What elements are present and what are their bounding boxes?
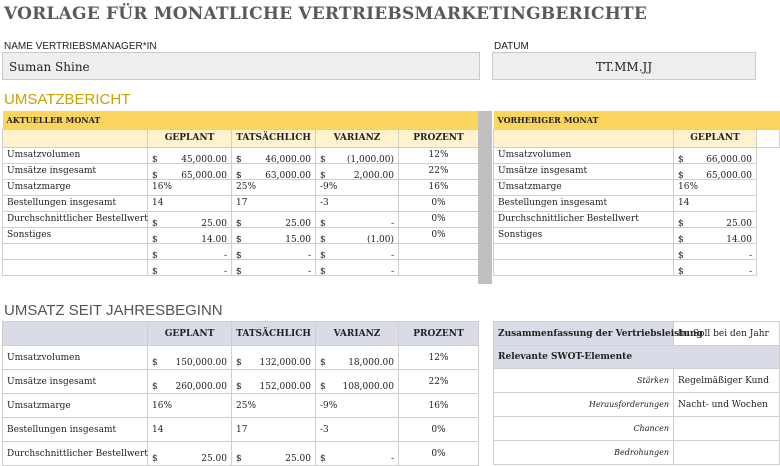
table-row — [3, 195, 479, 211]
tatsaechlich-cell[interactable] — [232, 243, 316, 259]
umsatzbericht-title: UMSATZBERICHT — [4, 91, 131, 108]
prozent-cell[interactable]: 12% — [399, 346, 479, 370]
table-row — [3, 179, 479, 195]
row-label — [3, 243, 148, 259]
varianz-cell[interactable] — [316, 243, 399, 259]
prozent-cell[interactable]: 0% — [399, 195, 479, 211]
currency-symbol: $ — [152, 453, 158, 464]
table-row — [3, 346, 479, 370]
row-label: Umsatzvolumen — [3, 346, 148, 370]
table-row — [494, 243, 780, 259]
varianz-cell[interactable]: -9% — [316, 179, 399, 195]
ytd-table — [2, 321, 479, 466]
cell-value: 2,000.00 — [353, 171, 394, 181]
manager-field[interactable]: Suman Shine — [2, 52, 480, 80]
geplant-cell[interactable] — [148, 163, 232, 179]
geplant-cell[interactable] — [148, 227, 232, 243]
prev-geplant-cell[interactable] — [674, 259, 757, 275]
cell-value: 152,000.00 — [259, 381, 311, 392]
swot-row — [494, 417, 780, 441]
cell-value: - — [223, 251, 227, 261]
prev-geplant-cell[interactable] — [674, 147, 757, 163]
varianz-cell[interactable]: -3 — [316, 418, 399, 442]
currency-symbol: $ — [236, 381, 242, 392]
ytd-col-geplant: GEPLANT — [148, 322, 232, 346]
currency-symbol: $ — [320, 171, 326, 181]
geplant-cell[interactable]: 16% — [148, 179, 232, 195]
swot-value[interactable] — [674, 441, 780, 465]
prev-geplant-cell[interactable] — [674, 243, 757, 259]
cell-value: - — [390, 251, 394, 261]
empty-cell — [757, 211, 780, 227]
table-row — [3, 442, 479, 466]
currency-symbol: $ — [320, 453, 326, 464]
cell-value: - — [390, 453, 394, 464]
cell-value: 14.00 — [201, 235, 227, 245]
col-tatsaechlich: TATSÄCHLICH — [232, 129, 316, 147]
cell-value: 25.00 — [201, 453, 227, 464]
cell-value: (1.00) — [366, 235, 394, 245]
table-row — [3, 163, 479, 179]
geplant-cell[interactable] — [148, 211, 232, 227]
currency-symbol: $ — [320, 267, 326, 277]
row-label: Bestellungen insgesamt — [3, 418, 148, 442]
currency-symbol: $ — [152, 251, 158, 261]
tatsaechlich-cell[interactable] — [232, 211, 316, 227]
ytd-title: UMSATZ SEIT JAHRESBEGINN — [4, 302, 223, 319]
row-label: Umsätze insgesamt — [3, 163, 148, 179]
cell-value: 66,000.00 — [706, 155, 752, 165]
cell-value: - — [390, 267, 394, 277]
date-label: DATUM — [494, 41, 529, 52]
geplant-cell[interactable]: 14 — [148, 418, 232, 442]
ytd-col-tatsaechlich: TATSÄCHLICH — [232, 322, 316, 346]
swot-row — [494, 369, 780, 393]
summary-table — [493, 321, 780, 465]
prev-col-geplant: GEPLANT — [674, 129, 757, 147]
currency-symbol: $ — [320, 219, 326, 229]
empty-cell — [757, 179, 780, 195]
grey-separator — [478, 111, 492, 284]
cell-value: 108,000.00 — [342, 381, 394, 392]
varianz-cell[interactable]: -9% — [316, 394, 399, 418]
table-row — [494, 179, 780, 195]
geplant-cell[interactable] — [148, 147, 232, 163]
cell-value: 65,000.00 — [706, 171, 752, 181]
cell-value: (1,000.00) — [346, 155, 394, 165]
row-label: Umsatzmarge — [494, 179, 674, 195]
prozent-cell[interactable]: 22% — [399, 163, 479, 179]
prozent-cell[interactable]: 22% — [399, 370, 479, 394]
cell-value: - — [223, 267, 227, 277]
currency-symbol: $ — [678, 235, 684, 245]
varianz-cell[interactable] — [316, 147, 399, 163]
empty-cell — [757, 227, 780, 243]
table-row — [3, 259, 479, 275]
swot-value[interactable]: Nacht- und Wochen — [674, 393, 780, 417]
row-label: Bestellungen insgesamt — [494, 195, 674, 211]
performance-summary-value[interactable]: Im Soll bei den Jahr — [674, 322, 780, 346]
geplant-cell[interactable] — [148, 243, 232, 259]
row-label — [494, 259, 674, 275]
table-row — [494, 211, 780, 227]
currency-symbol: $ — [320, 235, 326, 245]
current-month-banner: AKTUELLER MONAT — [3, 111, 479, 129]
ytd-col-prozent: PROZENT — [399, 322, 479, 346]
geplant-cell[interactable] — [148, 259, 232, 275]
cell-value: 132,000.00 — [259, 357, 311, 368]
prozent-cell[interactable]: 0% — [399, 418, 479, 442]
row-label: Durchschnittlicher Bestellwert — [494, 211, 674, 227]
row-label: Sonstiges — [494, 227, 674, 243]
row-label: Umsätze insgesamt — [494, 163, 674, 179]
prev-geplant-cell[interactable] — [674, 163, 757, 179]
prozent-cell[interactable]: 0% — [399, 211, 479, 227]
col-prozent: PROZENT — [399, 129, 479, 147]
varianz-cell[interactable] — [316, 370, 399, 394]
current-month-table — [2, 111, 479, 276]
table-row — [3, 394, 479, 418]
performance-summary-label: Zusammenfassung der Vertriebsleistung — [494, 322, 674, 346]
row-label: Umsatzvolumen — [494, 147, 674, 163]
empty-cell — [757, 147, 780, 163]
currency-symbol: $ — [152, 171, 158, 181]
blank-header-cell — [494, 129, 674, 147]
tatsaechlich-cell[interactable]: 17 — [232, 195, 316, 211]
swot-label: Stärken — [494, 369, 674, 393]
prev-geplant-cell[interactable]: 14 — [674, 195, 757, 211]
cell-value: - — [307, 251, 311, 261]
row-label: Bestellungen insgesamt — [3, 195, 148, 211]
row-label: Durchschnittlicher Bestellwert — [3, 211, 148, 227]
cell-value: 260,000.00 — [175, 381, 227, 392]
table-row — [494, 259, 780, 275]
tatsaechlich-cell[interactable] — [232, 370, 316, 394]
empty-cell — [757, 243, 780, 259]
currency-symbol: $ — [152, 235, 158, 245]
cell-value: 25.00 — [726, 219, 752, 229]
swot-value[interactable]: Regelmäßiger Kund — [674, 369, 780, 393]
row-label: Umsatzvolumen — [3, 147, 148, 163]
prozent-cell[interactable]: 0% — [399, 227, 479, 243]
row-label: Umsatzmarge — [3, 179, 148, 195]
currency-symbol: $ — [236, 251, 242, 261]
blank-header-cell — [3, 129, 148, 147]
swot-label: Chancen — [494, 417, 674, 441]
table-row — [494, 195, 780, 211]
currency-symbol: $ — [152, 155, 158, 165]
previous-month-banner: VORHERIGER MONAT — [494, 111, 780, 129]
prozent-cell[interactable]: 0% — [399, 442, 479, 466]
currency-symbol: $ — [152, 381, 158, 392]
table-row — [3, 243, 479, 259]
cell-value: - — [390, 219, 394, 229]
varianz-cell[interactable] — [316, 211, 399, 227]
prozent-cell[interactable]: 12% — [399, 147, 479, 163]
cell-value: 150,000.00 — [175, 357, 227, 368]
cell-value: 46,000.00 — [265, 155, 311, 165]
empty-cell — [757, 259, 780, 275]
cell-value: 25.00 — [285, 219, 311, 229]
tatsaechlich-cell[interactable] — [232, 442, 316, 466]
swot-header: Relevante SWOT-Elemente — [494, 346, 780, 369]
currency-symbol: $ — [236, 155, 242, 165]
previous-month-table — [493, 111, 780, 276]
table-row — [3, 227, 479, 243]
currency-symbol: $ — [678, 171, 684, 181]
currency-symbol: $ — [320, 357, 326, 368]
currency-symbol: $ — [152, 219, 158, 229]
varianz-cell[interactable]: -3 — [316, 195, 399, 211]
currency-symbol: $ — [152, 267, 158, 277]
row-label: Umsatzmarge — [3, 394, 148, 418]
manager-label: NAME VERTRIEBSMANAGER*IN — [4, 41, 157, 52]
tatsaechlich-cell[interactable] — [232, 147, 316, 163]
tatsaechlich-cell[interactable] — [232, 163, 316, 179]
cell-value: 63,000.00 — [265, 171, 311, 181]
varianz-cell[interactable] — [316, 227, 399, 243]
geplant-cell[interactable]: 14 — [148, 195, 232, 211]
cell-value: 25.00 — [201, 219, 227, 229]
date-field[interactable]: TT.MM.JJ — [492, 52, 756, 80]
table-row — [3, 418, 479, 442]
table-row — [494, 227, 780, 243]
cell-value: 14.00 — [726, 235, 752, 245]
currency-symbol: $ — [236, 219, 242, 229]
varianz-cell[interactable] — [316, 442, 399, 466]
currency-symbol: $ — [678, 251, 684, 261]
blank-header-cell — [3, 322, 148, 346]
currency-symbol: $ — [320, 155, 326, 165]
tatsaechlich-cell[interactable] — [232, 346, 316, 370]
table-row — [3, 211, 479, 227]
prev-geplant-cell[interactable] — [674, 211, 757, 227]
table-row — [3, 147, 479, 163]
swot-value[interactable] — [674, 417, 780, 441]
currency-symbol: $ — [678, 155, 684, 165]
currency-symbol: $ — [236, 357, 242, 368]
blank-header-cell — [757, 129, 780, 147]
tatsaechlich-cell[interactable] — [232, 227, 316, 243]
row-label: Sonstiges — [3, 227, 148, 243]
table-row — [494, 163, 780, 179]
tatsaechlich-cell[interactable]: 17 — [232, 418, 316, 442]
tatsaechlich-cell[interactable] — [232, 259, 316, 275]
currency-symbol: $ — [236, 171, 242, 181]
currency-symbol: $ — [678, 267, 684, 277]
empty-cell — [757, 163, 780, 179]
swot-row — [494, 393, 780, 417]
currency-symbol: $ — [236, 235, 242, 245]
varianz-cell[interactable] — [316, 259, 399, 275]
cell-value: - — [307, 267, 311, 277]
tatsaechlich-cell[interactable]: 25% — [232, 179, 316, 195]
currency-symbol: $ — [320, 381, 326, 392]
row-label: Durchschnittlicher Bestellwert — [3, 442, 148, 466]
cell-value: 65,000.00 — [181, 171, 227, 181]
geplant-cell[interactable] — [148, 370, 232, 394]
row-label — [494, 243, 674, 259]
cell-value: - — [748, 267, 752, 277]
currency-symbol: $ — [236, 453, 242, 464]
currency-symbol: $ — [236, 267, 242, 277]
geplant-cell[interactable]: 16% — [148, 394, 232, 418]
prozent-cell[interactable]: 16% — [399, 179, 479, 195]
cell-value: 25.00 — [285, 453, 311, 464]
prozent-cell[interactable] — [399, 243, 479, 259]
col-varianz: VARIANZ — [316, 129, 399, 147]
page-title: VORLAGE FÜR MONATLICHE VERTRIEBSMARKETINGBERICHTE — [4, 4, 648, 24]
table-row — [494, 147, 780, 163]
tatsaechlich-cell[interactable]: 25% — [232, 394, 316, 418]
swot-label: Bedrohungen — [494, 441, 674, 465]
currency-symbol: $ — [678, 219, 684, 229]
geplant-cell[interactable] — [148, 442, 232, 466]
table-row — [3, 370, 479, 394]
col-geplant: GEPLANT — [148, 129, 232, 147]
ytd-col-varianz: VARIANZ — [316, 322, 399, 346]
cell-value: - — [748, 251, 752, 261]
row-label: Umsätze insgesamt — [3, 370, 148, 394]
row-label — [3, 259, 148, 275]
prozent-cell[interactable]: 16% — [399, 394, 479, 418]
swot-row — [494, 441, 780, 465]
cell-value: 45,000.00 — [181, 155, 227, 165]
currency-symbol: $ — [320, 251, 326, 261]
empty-cell — [757, 195, 780, 211]
cell-value: 18,000.00 — [348, 357, 394, 368]
prev-geplant-cell[interactable] — [674, 227, 757, 243]
varianz-cell[interactable] — [316, 346, 399, 370]
swot-label: Herausforderungen — [494, 393, 674, 417]
currency-symbol: $ — [152, 357, 158, 368]
prev-geplant-cell[interactable]: 16% — [674, 179, 757, 195]
varianz-cell[interactable] — [316, 163, 399, 179]
geplant-cell[interactable] — [148, 346, 232, 370]
cell-value: 15.00 — [285, 235, 311, 245]
prozent-cell[interactable] — [399, 259, 479, 275]
